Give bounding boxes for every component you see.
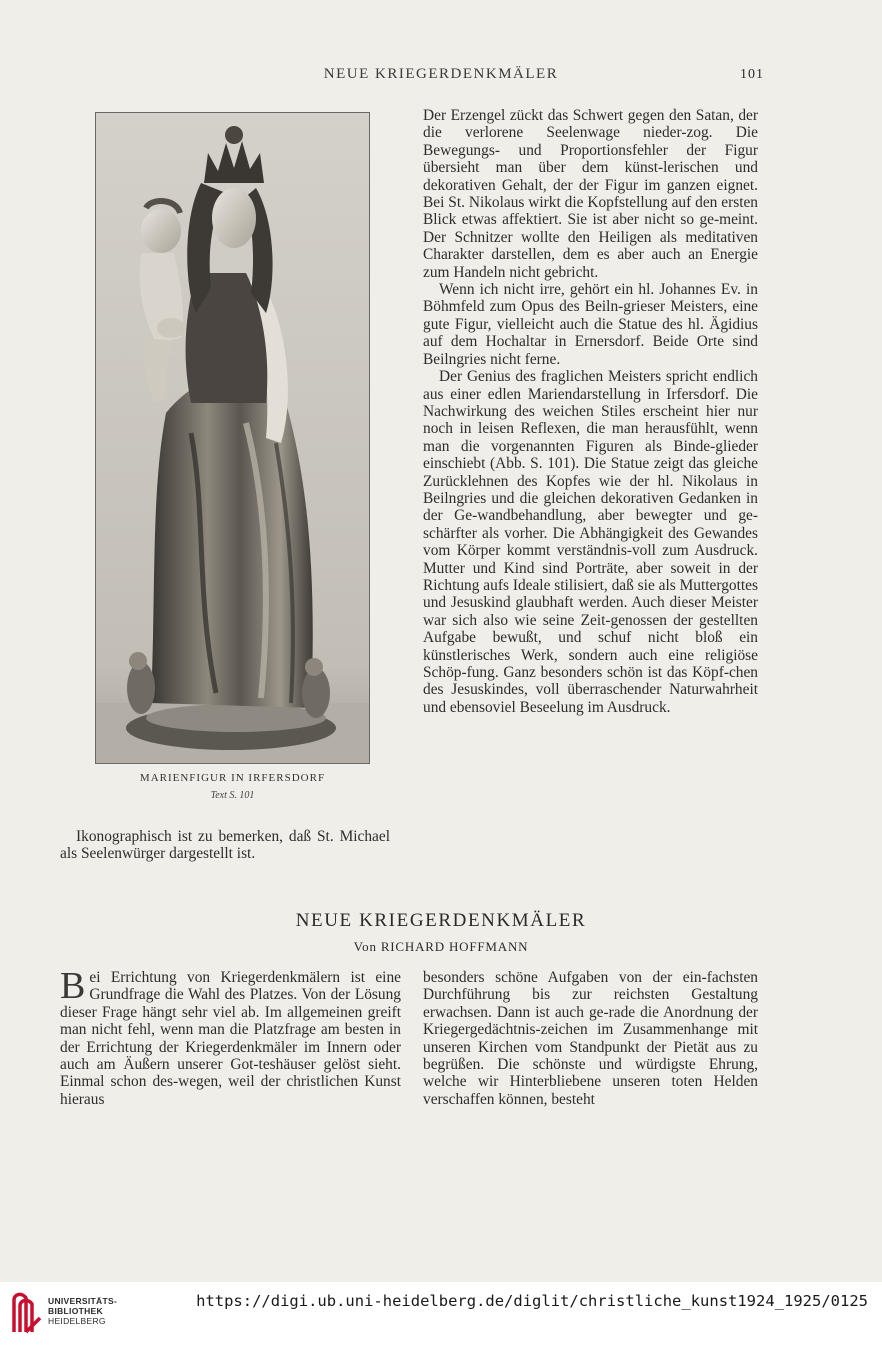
article-byline: Von RICHARD HOFFMANN	[353, 939, 529, 954]
running-head	[0, 66, 882, 86]
library-name-line: HEIDELBERG	[48, 1316, 106, 1326]
running-title: NEUE KRIEGERDENKMÄLER	[323, 66, 559, 82]
right-column-text	[423, 107, 758, 716]
madonna-statue-photo	[95, 112, 370, 764]
library-logo-icon	[10, 1290, 44, 1336]
page-number: 101	[740, 67, 764, 82]
figure-caption-reference: Text S. 101	[210, 790, 255, 801]
permalink-url[interactable]: https://digi.ub.uni-heidelberg.de/diglit/christliche_kunst1924_1925/0125	[196, 1292, 868, 1310]
left-column-text	[60, 828, 390, 863]
library-name	[48, 1296, 117, 1326]
article-left-column	[60, 965, 401, 1108]
figure-caption: MARIENFIGUR IN IRFERSDORF	[139, 772, 326, 784]
paragraph: Wenn ich nicht irre, gehört ein hl. Johannes Ev. in Böhmfeld zum Opus des Beiln-grieser Meisters, eine gute Figur, vielleicht auch die Statue des hl. Ägidius auf dem Hochaltar in Ernersdorf. Beide Orte sind Beilngries nicht ferne.	[423, 281, 758, 368]
paragraph: Der Erzengel zückt das Schwert gegen den Satan, der die verlorene Seelenwage nieder-zog. Die Bewegungs- und Proportionsfehler der Figur übersieht man über dem künst-lerischen und dekorativen Gehalt, der der Figur im ganzen eignet. Bei St. Nikolaus wirkt die Kopfstellung auf den ersten Blick etwas affektiert. Sie ist aber nicht so ge-meint. Der Schnitzer wollte den Heiligen als meditativen Charakter darstellen, dem es aber auch an Energie zum Handeln nicht gebricht.	[423, 107, 758, 281]
article-right-column	[423, 969, 758, 1108]
article-text: ei Errichtung von Kriegerdenkmälern ist eine Grundfrage die Wahl des Platzes. Von der Lösung dieser Frage hängt sehr viel ab. Im allgemeinen greift man nicht fehl, wenn man die Platzfrage am besten in der Errichtung der Kriegerdenkmäler im Innern oder auch am Äußern unserer Got-teshäuser gelöst sieht. Einmal schon des-wegen, weil der christlichen Kunst hieraus	[60, 969, 401, 1108]
article-title: NEUE KRIEGERDENKMÄLER	[295, 910, 587, 931]
drop-cap: B	[60, 965, 86, 1007]
library-name-line: BIBLIOTHEK	[48, 1306, 103, 1316]
library-name-line: UNIVERSITÄTS-	[48, 1296, 118, 1306]
article-text: besonders schöne Aufgaben von der ein-fachsten Durchführung bis zur reichsten Gestaltung erwachsen. Dann ist auch ge-rade die Anordnung der Kriegergedächtnis-zeichen im Zusammenhange mit unseren Kirchen vom Standpunkt der Pietät aus zu begrüßen. Die schönste und würdigste Ehrung, welche wir Hinterbliebene unseren toten Helden verschaffen können, besteht	[423, 969, 758, 1108]
paragraph: Der Genius des fraglichen Meisters spricht endlich aus einer edlen Mariendarstellung in Irfersdorf. Die Nachwirkung des weichen Stiles erscheint hier nur noch in leisen Reflexen, die man herausfühlt, wenn man die vorgenannten Figuren als Binde-glieder einschiebt (Abb. S. 101). Die Statue zeigt das gleiche Zurücklehnen des Kopfes wie der hl. Nikolaus in Beilngries und die gleichen dekorativen Gedanken in der Ge-wandbehandlung, aber bewegter und ge-schärfter als vorher. Die Abhängigkeit des Gewandes vom Körper kommt verständnis-voll zum Ausdruck. Mutter und Kind sind Porträte, aber soweit in der Richtung aufs Ideale stilisiert, daß sie als Muttergottes und Jesuskind glaubhaft werden. Auch dieser Meister war sich also wie seine Zeit-genossen der gestellten Aufgabe bewußt, und schuf nicht bloß ein künstlerisches Werk, sondern auch eine religiöse Schöp-fung. Ganz besonders schön ist das Köpf-chen des Jesuskindes, voll überraschender Naturwahrheit und ebensoviel Beseelung im Ausdruck.	[423, 368, 758, 716]
paragraph: Ikonographisch ist zu bemerken, daß St. Michael als Seelenwürger dargestellt ist.	[60, 828, 390, 863]
statue-illustration	[96, 113, 369, 763]
